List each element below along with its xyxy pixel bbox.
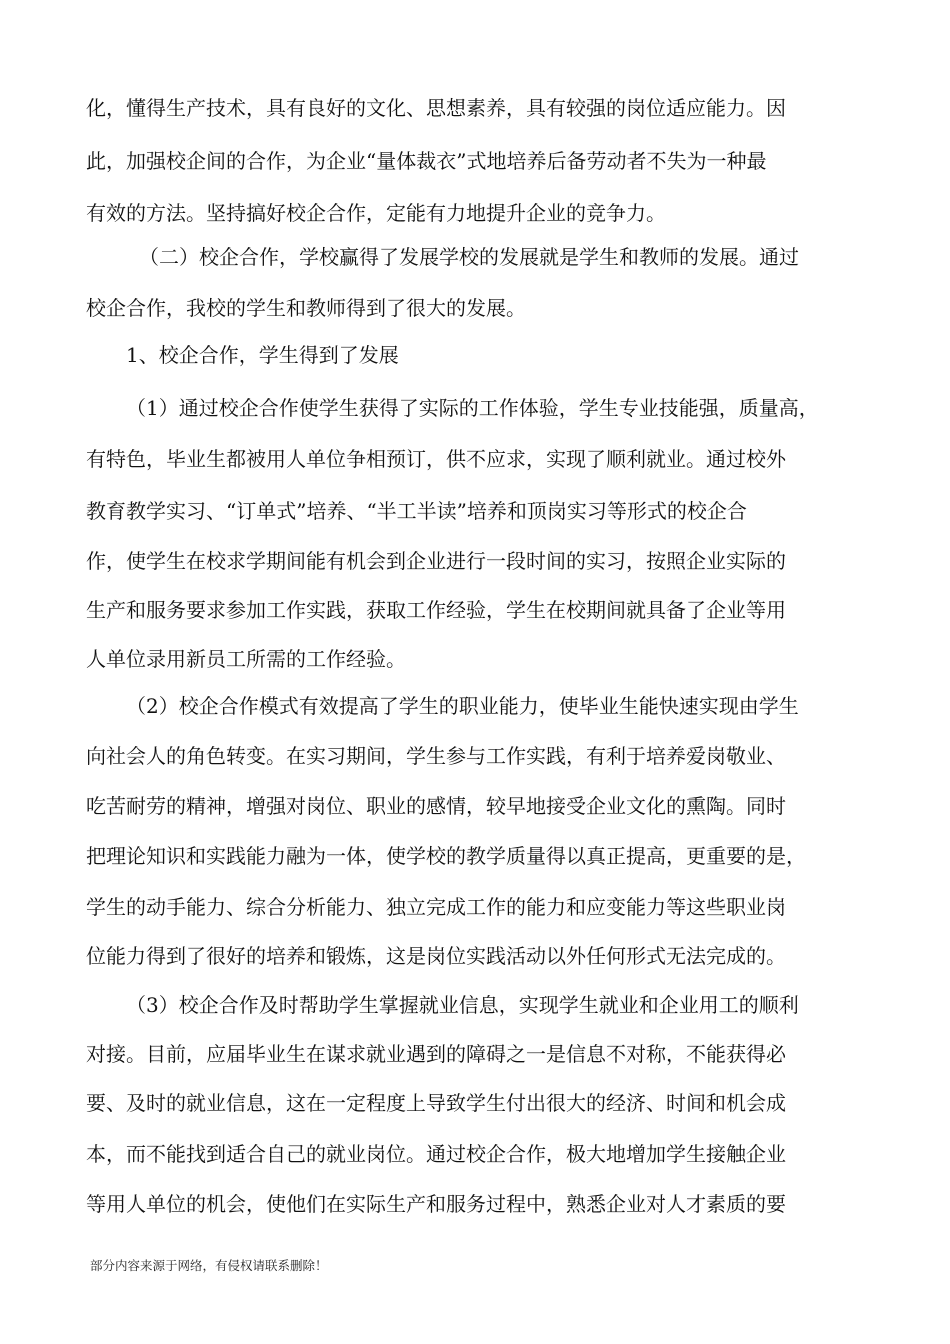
paragraph-line: 位能力得到了很好的培养和锻炼，这是岗位实践活动以外任何形式无法完成的。 — [86, 944, 786, 968]
footer-disclaimer: 部分内容来源于网络，有侵权请联系删除！ — [90, 1258, 328, 1273]
paragraph-line: （3）校企合作及时帮助学生掌握就业信息，实现学生就业和企业用工的顺利 — [126, 993, 799, 1017]
paragraph-line: 人单位录用新员工所需的工作经验。 — [86, 647, 406, 671]
paragraph-line: 学生的动手能力、综合分析能力、独立完成工作的能力和应变能力等这些职业岗 — [86, 895, 786, 919]
paragraph-line: 此，加强校企间的合作，为企业“量体裁衣”式地培养后备劳动者不失为一种最 — [86, 149, 767, 173]
paragraph-line: 等用人单位的机会，使他们在实际生产和服务过程中，熟悉企业对人才素质的要 — [86, 1192, 786, 1216]
paragraph-line: 教育教学实习、“订单式”培养、“半工半读”培养和顶岗实习等形式的校企合 — [86, 499, 747, 523]
paragraph-line: 校企合作，我校的学生和教师得到了很大的发展。 — [86, 296, 526, 320]
paragraph-line: 生产和服务要求参加工作实践，获取工作经验，学生在校期间就具备了企业等用 — [86, 598, 786, 622]
paragraph-line: 向社会人的角色转变。在实习期间，学生参与工作实践，有利于培养爱岗敬业、 — [86, 744, 786, 768]
paragraph-line: 有特色，毕业生都被用人单位争相预订，供不应求，实现了顺利就业。通过校外 — [86, 447, 786, 471]
paragraph-line: 吃苦耐劳的精神，增强对岗位、职业的感情，较早地接受企业文化的熏陶。同时 — [86, 794, 786, 818]
paragraph-line: 把理论知识和实践能力融为一体，使学校的教学质量得以真正提高，更重要的是， — [86, 844, 806, 868]
paragraph-line: 要、及时的就业信息，这在一定程度上导致学生付出很大的经济、时间和机会成 — [86, 1091, 786, 1115]
paragraph-line: （2）校企合作模式有效提高了学生的职业能力，使毕业生能快速实现由学生 — [126, 694, 799, 718]
paragraph-line: （1）通过校企合作使学生获得了实际的工作体验，学生专业技能强，质量高， — [126, 396, 819, 420]
subsection-heading: 1、校企合作，学生得到了发展 — [126, 343, 399, 367]
paragraph-line: 有效的方法。坚持搞好校企合作，定能有力地提升企业的竞争力。 — [86, 201, 666, 225]
paragraph-line: 对接。目前，应届毕业生在谋求就业遇到的障碍之一是信息不对称，不能获得必 — [86, 1042, 786, 1066]
paragraph-line: 本，而不能找到适合自己的就业岗位。通过校企合作，极大地增加学生接触企业 — [86, 1142, 786, 1166]
paragraph-line: 化，懂得生产技术，具有良好的文化、思想素养，具有较强的岗位适应能力。因 — [86, 96, 786, 120]
paragraph-line: 作，使学生在校求学期间能有机会到企业进行一段时间的实习，按照企业实际的 — [86, 549, 786, 573]
section-heading: （二）校企合作，学校赢得了发展学校的发展就是学生和教师的发展。通过 — [139, 245, 799, 269]
